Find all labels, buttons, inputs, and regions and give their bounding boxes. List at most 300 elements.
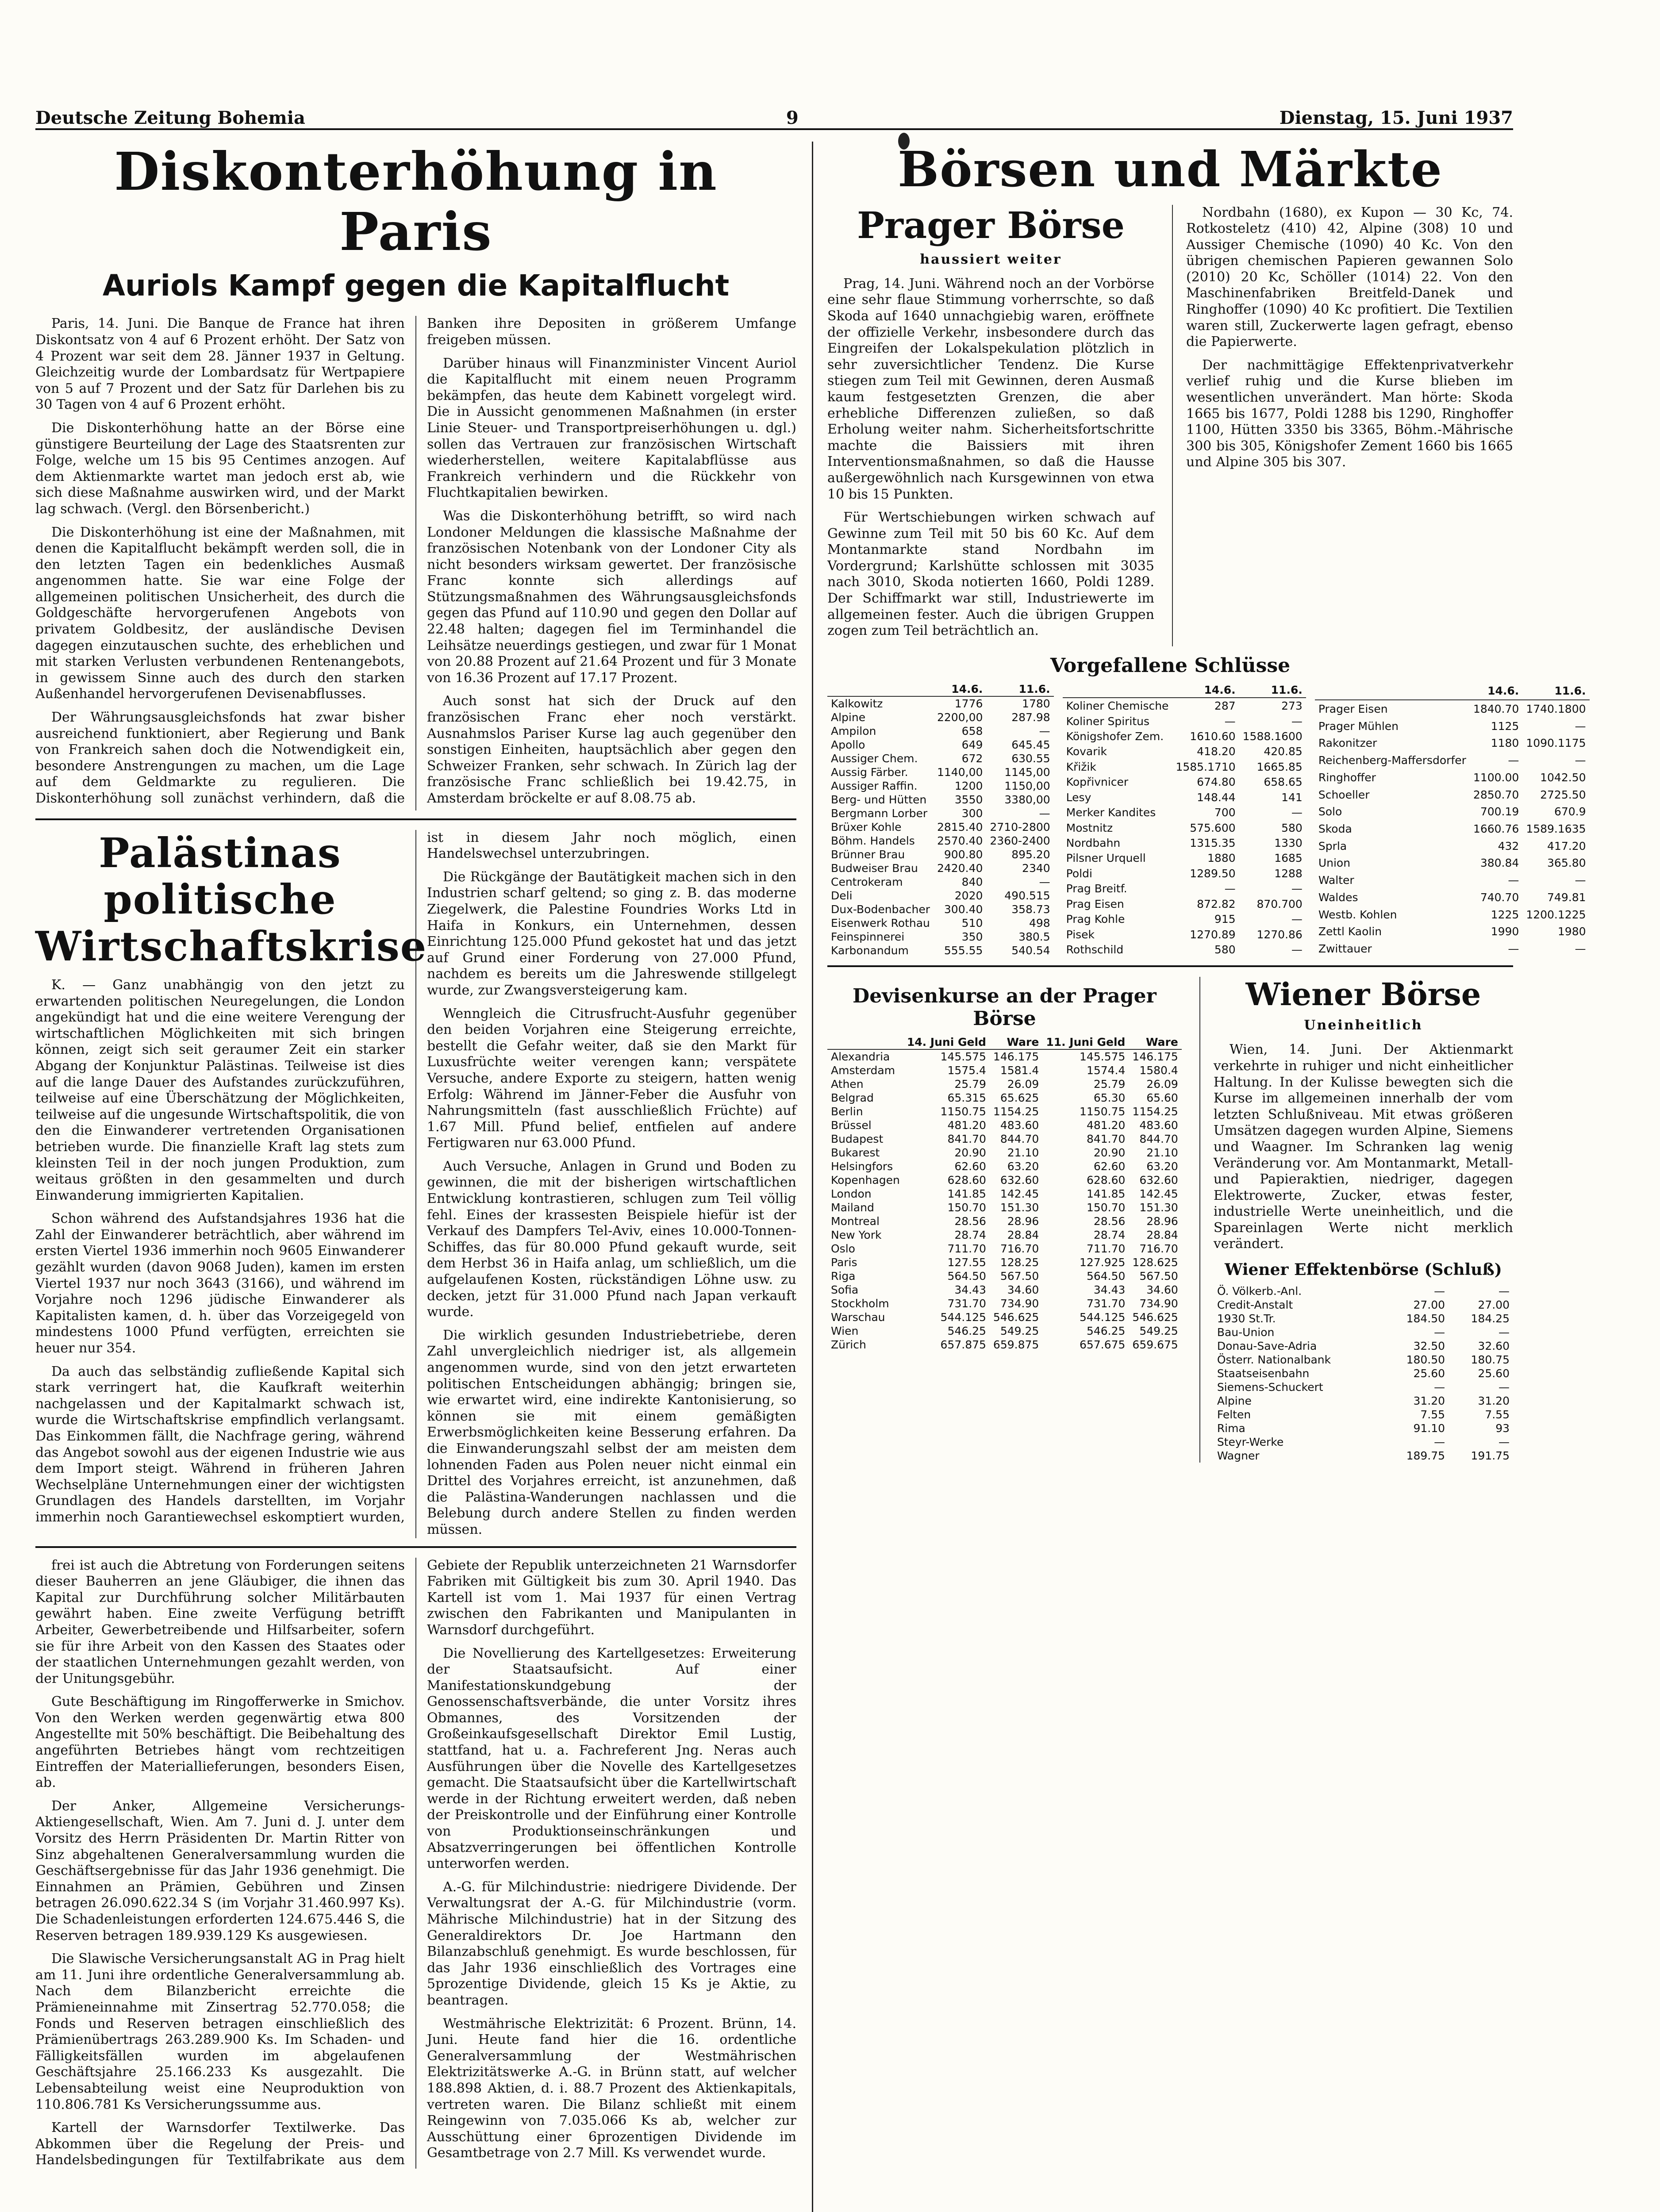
article-title: Palästinas politische Wirtschaftskrise <box>35 829 427 971</box>
table-cell: 749.81 <box>1547 891 1586 904</box>
table-cell: 28.96 <box>1007 1214 1039 1228</box>
table-cell: 711.70 <box>947 1242 986 1255</box>
table-cell: Budweiser Brau <box>831 861 918 875</box>
table-cell: 28.74 <box>1093 1228 1126 1241</box>
table-cell: 34.60 <box>1146 1283 1178 1296</box>
table-cell: Wien <box>831 1324 859 1337</box>
table-cell: 700.19 <box>1480 805 1519 818</box>
currency-row <box>827 1283 1182 1297</box>
table-cell: — <box>1508 754 1519 767</box>
table-cell: 844.70 <box>1000 1132 1039 1145</box>
table-cell: 65.30 <box>1093 1091 1126 1104</box>
table-cell: 180.50 <box>1406 1353 1445 1367</box>
table-cell: Felten <box>1217 1408 1251 1421</box>
table-cell: 380.84 <box>1480 856 1519 870</box>
table-cell: — <box>1039 875 1050 888</box>
table-cell: 141.85 <box>947 1187 986 1200</box>
stock-row <box>1063 820 1306 835</box>
column-header: 11.6. <box>1522 682 1589 700</box>
table-cell: Ö. Völkerb.-Anl. <box>1217 1285 1302 1298</box>
table-cell: 657.675 <box>1080 1338 1126 1351</box>
table-cell: 91.10 <box>1413 1422 1445 1435</box>
table-cell: Solo <box>1318 805 1342 818</box>
table-cell: 28.56 <box>1093 1214 1126 1228</box>
devisen-block <box>827 977 1182 1463</box>
table-cell: 632.60 <box>1000 1173 1039 1187</box>
column-header: Ware <box>1129 1035 1181 1049</box>
table-cell: Bukarest <box>831 1146 880 1159</box>
table-cell: 2815.40 <box>937 820 983 833</box>
table-cell: Eisenwerk Rothau <box>831 916 930 929</box>
table-cell: 1145,00 <box>1004 765 1050 779</box>
table-cell: — <box>1039 806 1050 820</box>
paragraph: Die Diskonterhöhung ist eine der Maßnahmen, mit denen die Kapitalflucht bekämpft werden soll, die in den letzten Tagen ein bedenkliches Ausmaß angenommen hatte. Sie war eine Folge der allgemeinen politischen Unsicherheit, des durch die Goldgeschäfte hervorgerufenen Angebots von privatem Goldbesitz, der ausländische Devisen dagegen einzutauschen suchte, des erheblichen und mit starken Verlusten verbundenen Rentenangebots, in gewissem Sinne auch des durch den starken Außenhandel hervorgerufenen Devisenabflusses. <box>35 524 405 702</box>
table-cell: 481.20 <box>1086 1118 1126 1132</box>
table-cell: 420.85 <box>1264 745 1303 758</box>
table-cell: 63.20 <box>1146 1160 1178 1173</box>
paragraph: Auch sonst hat sich der Druck auf den französischen Franc eher noch verstärkt. Ausnahmslos Pariser Kurse lag auch gegenüber den sonstigen Einheiten, hauptsächlich aber gegen den Schweizer Franken, sehr schwach. In Zürich lag der französische Franc schließlich bei 19.42.75, in Amsterdam bröckelte er auf 8.08.75 ab. <box>427 693 796 806</box>
table-cell: Belgrad <box>831 1091 874 1104</box>
stock-row <box>827 902 1054 916</box>
stock-row <box>827 806 1054 820</box>
table-cell: 3550 <box>954 793 983 806</box>
table-cell: Zürich <box>831 1338 866 1351</box>
table-cell: — <box>1575 942 1586 955</box>
devisen-table <box>827 1035 1182 1352</box>
stock-row <box>827 820 1054 834</box>
currency-row <box>827 1338 1182 1352</box>
table-cell: 93 <box>1495 1422 1510 1435</box>
column-header: 14.6. <box>1470 682 1522 700</box>
table-cell: Pisek <box>1066 928 1095 941</box>
table-cell: 870.700 <box>1257 897 1303 910</box>
table-cell: 7.55 <box>1420 1408 1445 1421</box>
column-rule <box>812 142 813 2212</box>
table-cell: 481.20 <box>947 1118 986 1132</box>
stock-row <box>827 834 1054 848</box>
table-cell: — <box>1499 1326 1510 1339</box>
table-cell: Helsingfors <box>831 1160 893 1173</box>
paragraph: Wenngleich die Citrusfrucht-Ausfuhr gegenüber den beiden Vorjahren eine Steigerung erreichte, bestellt die Gefahr weiter, daß sie den Markt für Luxusfrüchte weiter verengen kann; verspätete Versuche, andere Exporte zu steigern, hatten wenig Erfolg: Während im Jänner-Feber die Ausfuhr von Nahrungsmitteln (fast ausschließlich Früchte) auf 1.67 Mill. Pfund belief, entfielen auf andere Fertigwaren nur 63.000 Pfund. <box>427 1006 796 1151</box>
masthead <box>35 102 1513 130</box>
currency-row <box>827 1105 1182 1118</box>
table-cell: 62.60 <box>1093 1160 1126 1173</box>
table-cell: 872.82 <box>1197 897 1236 910</box>
table-cell: — <box>1499 1436 1510 1449</box>
stock-row <box>1063 790 1306 805</box>
newspaper-page <box>35 102 1586 2212</box>
table-cell: Budapest <box>831 1132 884 1145</box>
table-cell: — <box>1508 942 1519 955</box>
table-cell: 1575.4 <box>947 1064 986 1077</box>
paragraph: Die Slawische Versicherungsanstalt AG in Prag hielt am 11. Juni ihre ordentliche Generalversammlung ab. Nach dem Bilanzbericht erreichte die Prämieneinnahme mit Zinsertrag 52.770.058; die Fonds und Reserven betragen einschließlich des Prämienübertrags 263.289.900 Ks. Im Schaden- und Fälligkeitsfällen wurden im abgelaufenen Geschäftsjahre 25.166.233 Ks ausgezahlt. Die Lebensabteilung weist eine Neuproduktion von 110.806.781 Ks Versicherungssumme aus. <box>35 1951 405 2112</box>
table-cell: — <box>1575 874 1586 887</box>
table-cell: — <box>1508 874 1519 887</box>
table-cell: 148.44 <box>1197 791 1236 804</box>
currency-row <box>827 1146 1182 1160</box>
stock-row <box>1315 718 1590 735</box>
table-cell: 670.9 <box>1554 805 1586 818</box>
table-cell: Rakonitzer <box>1318 737 1377 750</box>
table-cell: 150.70 <box>1086 1201 1126 1214</box>
table-cell: 3380,00 <box>1004 793 1050 806</box>
table-cell: 546.625 <box>993 1310 1039 1324</box>
table-cell: 21.10 <box>1007 1146 1039 1159</box>
table-cell: 544.125 <box>940 1310 986 1324</box>
table-cell: 65.315 <box>947 1091 986 1104</box>
table-cell: 1980 <box>1557 925 1586 938</box>
table-cell: Koliner Chemische <box>1066 699 1169 713</box>
table-cell: 128.25 <box>1000 1256 1039 1269</box>
table-cell: 128.625 <box>1132 1256 1178 1269</box>
table-cell: Karbonandum <box>831 944 909 957</box>
table-cell: 145.575 <box>940 1050 986 1063</box>
divider <box>35 1546 796 1548</box>
table-cell: Křižik <box>1066 760 1096 773</box>
table-cell: Alpine <box>1217 1394 1252 1408</box>
table-cell: Prag Kohle <box>1066 913 1125 926</box>
stock-row <box>1315 769 1590 786</box>
stock-row <box>1063 759 1306 774</box>
table-cell: 146.175 <box>1132 1050 1178 1063</box>
table-cell: Prag Eisen <box>1066 897 1124 910</box>
table-cell: Rima <box>1217 1422 1245 1435</box>
stock-row <box>1315 872 1590 889</box>
table-cell: — <box>1224 882 1236 895</box>
column-header: 14.6. <box>1172 682 1239 698</box>
stock-row <box>1315 837 1590 855</box>
currency-row <box>827 1256 1182 1269</box>
table-cell: 1585.1710 <box>1176 760 1236 773</box>
currency-row <box>827 1201 1182 1214</box>
table-cell: — <box>1291 882 1303 895</box>
table-cell: Paris <box>831 1256 857 1269</box>
table-cell: Prag Breitf. <box>1066 882 1127 895</box>
table-cell: 25.79 <box>1093 1077 1126 1091</box>
devisen-title: Devisenkurse an der Prager Börse <box>853 984 1157 1030</box>
stock-row <box>1214 1367 1513 1380</box>
table-cell: Wagner <box>1217 1449 1260 1463</box>
table-cell: 1270.89 <box>1190 928 1236 941</box>
table-cell: 300.40 <box>944 902 983 916</box>
vienna-table <box>1214 1284 1513 1463</box>
stock-row <box>1315 700 1590 718</box>
table-cell: Zettl Kaolin <box>1318 925 1382 938</box>
table-cell: Pilsner Urquell <box>1066 852 1146 865</box>
column-header <box>1063 682 1172 698</box>
table-cell: 287.98 <box>1011 710 1050 724</box>
table-cell: 630.55 <box>1011 752 1050 765</box>
table-cell: Waldes <box>1318 891 1358 904</box>
stock-row <box>827 875 1054 889</box>
currency-row <box>827 1269 1182 1283</box>
table-cell: 189.75 <box>1406 1449 1445 1463</box>
table-cell: 151.30 <box>1139 1201 1178 1214</box>
paragraph: A.-G. für Milchindustrie: niedrigere Dividende. Der Verwaltungsrat der A.-G. für Milchindustrie (vorm. Mährische Milchindustrie) hat in der Sitzung des Generaldirektors Dr. Joe Hartmann den Bilanzabschluß genehmigt. Es wurde beschlossen, für das Jahr 1936 einschließlich des Vortrages eine 5prozentige Dividende, gleich 15 Ks je Aktie, zu beantragen. <box>427 1879 796 2008</box>
table-cell: 417.20 <box>1547 839 1586 853</box>
vienna-kicker: Uneinheitlich <box>1304 1018 1423 1033</box>
table-cell: 432 <box>1498 839 1519 853</box>
paragraph: Auch Versuche, Anlagen in Grund und Boden zu gewinnen, die mit der bisherigen wirtschaftlichen Entwicklung kontrastieren, schlugen zum Teil völlig fehl. Eines der krassesten Beispiele hiefür ist der Verkauf des Dampfers Tel-Aviv, eines 10.000-Tonnen-Schiffes, das für 80.000 Pfund gekauft wurde, seit dem Herbst 36 in Haifa anlag, um schließlich, um die aufgelaufenen Kosten, rückständigen Löhne usw. zu decken, jetzt für 31.000 Pfund nach Japan verkauft wurde. <box>427 1158 796 1320</box>
table-cell: 21.10 <box>1146 1146 1178 1159</box>
table-cell: Sofia <box>831 1283 859 1296</box>
currency-row <box>827 1297 1182 1310</box>
paragraph: frei ist auch die Abtretung von Forderungen seitens dieser Bauherren an jene Gläubiger, die ihnen das Kapital zur Durchführung solcher Militärbauten gewährt haben. Eine zweite Verfügung betrifft Arbeiter, Gewerbetreibende und Hilfsarbeiter, sofern sie für ihre Arbeit von den Kassen des Staates oder der staatlichen Unternehmungen gezahlt werden, von der Unitungsgebühr. <box>35 1557 405 1686</box>
table-cell: 27.00 <box>1478 1298 1510 1312</box>
stock-row <box>1214 1284 1513 1298</box>
table-cell: 1780 <box>1022 697 1050 710</box>
table-cell: — <box>1575 754 1586 767</box>
stock-row <box>1063 851 1306 866</box>
stock-row <box>1214 1380 1513 1394</box>
table-cell: Aussiger Raffin. <box>831 779 918 792</box>
nordbahn-report <box>1172 205 1513 646</box>
table-cell: 549.25 <box>1000 1324 1039 1337</box>
table-cell: 1100.00 <box>1473 771 1519 784</box>
masthead-date: Dienstag, 15. Juni 1937 <box>1279 108 1513 128</box>
table-cell: Steyr-Werke <box>1217 1436 1284 1449</box>
table-cell: — <box>1434 1326 1445 1339</box>
table-cell: Athen <box>831 1077 864 1091</box>
table-cell: 65.625 <box>1000 1091 1039 1104</box>
stock-row <box>1214 1353 1513 1367</box>
table-cell: 734.90 <box>1139 1297 1178 1310</box>
table-cell: 649 <box>961 738 983 751</box>
stock-row <box>827 930 1054 944</box>
paragraph: Der Anker, Allgemeine Versicherungs-Aktiengesellschaft, Wien. Am 7. Juni d. J. unter dem Vorsitz des Herrn Präsidenten Dr. Martin Ritter von Sinz abgehaltenen Generalversammlung wurden die Geschäftsergebnisse für das Jahr 1936 genehmigt. Die Einnahmen an Prämien, Gebühren und Zinsen betragen 26.090.622.34 S (im Vorjahr 31.460.997 Ks). Die Schadenleistungen erforderten 124.675.446 S, die Reserven betragen 189.939.129 Ks ausgewiesen. <box>35 1798 405 1943</box>
currency-row <box>827 1173 1182 1187</box>
table-cell: Berg- und Hütten <box>831 793 927 806</box>
table-cell: 549.25 <box>1139 1324 1178 1337</box>
stock-row <box>827 793 1054 806</box>
table-cell: 2570.40 <box>937 834 983 847</box>
stock-row <box>1063 866 1306 881</box>
table-cell: 580 <box>1214 943 1236 956</box>
right-half <box>827 141 1586 2212</box>
table-cell: Zwittauer <box>1318 942 1372 955</box>
table-cell: New York <box>831 1228 882 1241</box>
table-cell: 184.25 <box>1471 1312 1510 1325</box>
table-cell: 20.90 <box>1093 1146 1126 1159</box>
stock-row <box>1063 714 1306 729</box>
table-cell: — <box>1291 714 1303 728</box>
paragraph: Wien, 14. Juni. Der Aktienmarkt verkehrte in ruhiger und nicht einheitlicher Haltung. In der Kulisse bewegten sich die Kurse im allgemeinen innerhalb der vom letzten Schlußniveau. Mit etwas größeren Umsätzen dagegen wurden Alpine, Siemens und Waagner. Im Schranken lag wenig Veränderung vor. Am Montanmarkt, Metall- und Papieraktien, niedriger, dagegen Elektrowerte, Zucker, etwas fester, industrielle Werte uneinheitlich, und die Spareinlagen Werte nicht merklich verändert. <box>1213 1042 1513 1252</box>
prague-kicker: haussiert weiter <box>920 251 1062 267</box>
masthead-title: Deutsche Zeitung Bohemia <box>35 108 305 128</box>
stock-row <box>1214 1408 1513 1421</box>
table-cell: 34.60 <box>1007 1283 1039 1296</box>
stocks-tables <box>827 682 1586 957</box>
table-cell: Koliner Spiritus <box>1066 714 1150 728</box>
table-cell: 28.84 <box>1146 1228 1178 1241</box>
table-cell: 1740.1800 <box>1526 702 1586 715</box>
table-cell: 1225 <box>1491 908 1519 921</box>
table-cell: 28.84 <box>1007 1228 1039 1241</box>
currency-row <box>827 1118 1182 1132</box>
stock-row <box>1063 881 1306 896</box>
table-cell: Lesy <box>1066 791 1091 804</box>
stocks-table-right <box>1315 682 1590 957</box>
article-wirtschaftsnachrichten <box>35 1558 796 2169</box>
table-cell: 628.60 <box>947 1173 986 1187</box>
paragraph: Was die Diskonterhöhung betrifft, so wird nach Londoner Meldungen die klassische Maßnahme der französischen Notenbank von der Londoner City als nicht besonders wirksam gewertet. Der französische Franc konnte sich allerdings auf Stützungsmaßnahmen des Währungsausgleichsfonds gegen das Pfund auf 110.90 und gegen den Dollar auf 22.48 halten; dagegen fiel im Terminhandel die Leihsätze neuerdings gestiegen, und zwar für 1 Monat von 20.88 Prozent auf 21.64 Prozent und für 3 Monate von 16.36 Prozent auf 17.17 Prozent. <box>427 508 796 686</box>
prague-title: Prager Börse <box>857 204 1125 247</box>
table-cell: 1150.75 <box>1080 1105 1126 1118</box>
table-cell: 716.70 <box>1139 1242 1178 1255</box>
table-cell: 900.80 <box>944 848 983 861</box>
stock-row <box>1214 1394 1513 1408</box>
column-header <box>1315 682 1470 700</box>
table-cell: 734.90 <box>1000 1297 1039 1310</box>
table-cell: 1288 <box>1274 867 1303 880</box>
table-cell: 1990 <box>1491 925 1519 938</box>
table-cell: 731.70 <box>947 1297 986 1310</box>
table-cell: 380.5 <box>1018 930 1050 943</box>
table-cell: Brünner Brau <box>831 848 905 861</box>
stocks-table-mid <box>1063 682 1306 957</box>
table-cell: 28.96 <box>1146 1214 1178 1228</box>
table-cell: 32.60 <box>1478 1340 1510 1353</box>
prague-block <box>827 205 1513 646</box>
table-cell: — <box>1291 943 1303 956</box>
table-cell: 483.60 <box>1139 1118 1178 1132</box>
paragraph: Der Währungsausgleichsfonds hat zwar bisher ausreichend funktioniert, aber Regierung und Bank von Frankreich sahen doch die Notwendigkeit ein, besondere Anstrengungen zu machen, um die Lage auf dem Geldmarkte zu regulieren. Die Diskonterhöhung soll zunächst verhindern, daß die Banken ihre Depositen in größerem Umfange freigeben müssen. <box>35 316 796 806</box>
column-header: 11.6. <box>986 682 1053 696</box>
stock-row <box>827 696 1054 710</box>
table-cell: 544.125 <box>1080 1310 1126 1324</box>
table-cell: 564.50 <box>1086 1269 1126 1283</box>
table-cell: 1154.25 <box>993 1105 1039 1118</box>
article-title: Diskonterhöhung in Paris <box>114 141 718 262</box>
article-diskonterhoehung <box>35 142 796 810</box>
table-cell: 1588.1600 <box>1242 730 1303 743</box>
stock-row <box>827 861 1054 875</box>
table-cell: 191.75 <box>1471 1449 1510 1463</box>
table-cell: 34.43 <box>1093 1283 1126 1296</box>
table-cell: 483.60 <box>1000 1118 1039 1132</box>
stock-row <box>1315 889 1590 906</box>
table-cell: 25.60 <box>1478 1367 1510 1380</box>
table-cell: 895.20 <box>1011 848 1050 861</box>
table-cell: 28.56 <box>954 1214 986 1228</box>
stock-row <box>1315 855 1590 872</box>
table-cell: 2710-2800 <box>990 820 1050 833</box>
table-cell: 628.60 <box>1086 1173 1126 1187</box>
paragraph: Nordbahn (1680), ex Kupon — 30 Kc, 74. Rotkosteletz (410) 42, Alpine (308) 10 und Aussiger Chemische (1090) 40 Kc. Von den übrigen chemischen Papieren gewannen Solo (2010) 20 Kc, Schöller (1014) 22. Von den Maschinenfabriken Breitfeld-Danek und Ringhoffer (1090) 40 Kc profitiert. Die Textilien waren still, Zuckerwerte lagen gefragt, ebenso die Papierwerte. <box>1186 204 1513 350</box>
table-cell: 2340 <box>1022 861 1050 875</box>
table-cell: Brüssel <box>831 1118 872 1132</box>
table-cell: 145.575 <box>1080 1050 1126 1063</box>
table-cell: Staatseisenbahn <box>1217 1367 1310 1380</box>
table-cell: 540.54 <box>1011 944 1050 957</box>
paragraph: Der nachmittägige Effektenprivatverkehr verlief ruhig und die Kurse blieben im wesentlichen unverändert. Man hörte: Skoda 1665 bis 1677, Poldi 1288 bis 1290, Ringhoffer 1100, Hütten 3350 bis 3365, Böhm.-Mährische 300 bis 305, Königshofer Zement 1660 bis 1665 und Alpine 305 bis 307. <box>1186 357 1513 470</box>
stock-row <box>827 944 1054 957</box>
stock-row <box>1214 1312 1513 1325</box>
left-half <box>35 142 796 2212</box>
stock-row <box>1063 942 1306 957</box>
paragraph: Paris, 14. Juni. Die Banque de France hat ihren Diskontsatz von 4 auf 6 Prozent erhöht. Der Satz von 4 Prozent war seit dem 28. Jänner 1937 in Geltung. Gleichzeitig wurde der Lombardsatz für Wertpapiere von 5 auf 7 Prozent und der Satz für Darlehen bis zu 30 Tagen von 4 auf 6 Prozent erhöht. <box>35 316 405 413</box>
table-cell: Kopenhagen <box>831 1173 900 1187</box>
table-cell: 2420.40 <box>937 861 983 875</box>
table-cell: 31.20 <box>1413 1394 1445 1408</box>
table-cell: 1200.1225 <box>1526 908 1586 921</box>
lower-markets <box>827 977 1513 1463</box>
table-cell: Centrokeram <box>831 875 903 888</box>
table-cell: 555.55 <box>944 944 983 957</box>
table-cell: 28.74 <box>954 1228 986 1241</box>
divider <box>827 965 1513 967</box>
table-cell: Königshofer Zem. <box>1066 730 1164 743</box>
table-cell: 2725.50 <box>1540 788 1586 801</box>
table-cell: Credit-Anstalt <box>1217 1298 1293 1312</box>
table-cell: London <box>831 1187 872 1200</box>
table-cell: 498 <box>1029 916 1050 929</box>
table-cell: Amsterdam <box>831 1064 895 1077</box>
table-cell: Oslo <box>831 1242 855 1255</box>
table-cell: Aussig Färber. <box>831 765 908 779</box>
stock-row <box>1315 786 1590 803</box>
table-cell: 146.175 <box>993 1050 1039 1063</box>
table-cell: 1330 <box>1274 837 1303 849</box>
table-cell: 1140,00 <box>937 765 983 779</box>
table-cell: — <box>1575 719 1586 733</box>
stock-row <box>827 916 1054 930</box>
table-cell: 1610.60 <box>1190 730 1236 743</box>
table-cell: 659.875 <box>993 1338 1039 1351</box>
table-cell: 2850.70 <box>1473 788 1519 801</box>
table-cell: 418.20 <box>1197 745 1236 758</box>
currency-row <box>827 1228 1182 1242</box>
table-cell: 1665.85 <box>1257 760 1303 773</box>
table-cell: 546.625 <box>1132 1310 1178 1324</box>
table-cell: — <box>1499 1285 1510 1298</box>
stock-row <box>1063 698 1306 714</box>
table-cell: Böhm. Handels <box>831 834 915 847</box>
table-cell: 127.925 <box>1080 1256 1126 1269</box>
table-cell: 1776 <box>954 697 983 710</box>
paragraph: Westmährische Elektrizität: 6 Prozent. Brünn, 14. Juni. Heute fand hier die 16. ordentliche Generalversammlung der Westmährischen Elektrizitätswerke A.-G. in Brünn statt, auf welcher 188.898 Aktien, d. i. 88.7 Prozent des Aktienkapitals, vertreten waren. Die Bilanz schließt mit einem Reingewinn von 7.035.066 Ks ab, welcher zur Ausschüttung einer 6prozentigen Dividende im Gesamtbetrage von 2.7 Mill. Ks verwendet wurde. <box>427 2016 796 2161</box>
paragraph: Darüber hinaus will Finanzminister Vincent Auriol die Kapitalflucht mit einem neuen Programm bekämpfen, das heute dem Kabinett vorgelegt wird. Die in Aussicht genommenen Maßnahmen (in erster Linie Steuer- und Transportpreiserhöhungen u. dgl.) sollen das Vertrauen zur französischen Wirtschaft wiederherstellen, weitere Kapitalabflüsse aus Frankreich verhindern und die Rückkehr von Fluchtkapitalien bewirken. <box>427 355 796 501</box>
table-cell: — <box>1434 1436 1445 1449</box>
stock-row <box>1315 734 1590 752</box>
table-cell: 1589.1635 <box>1526 822 1586 835</box>
stock-row <box>827 724 1054 738</box>
table-cell: 34.43 <box>954 1283 986 1296</box>
stock-row <box>827 889 1054 902</box>
table-cell: — <box>1291 913 1303 926</box>
table-cell: Union <box>1318 856 1351 870</box>
table-header <box>1315 682 1590 700</box>
column-header <box>827 1035 903 1049</box>
table-cell: 358.73 <box>1011 902 1050 916</box>
table-cell: 365.80 <box>1547 856 1586 870</box>
paragraph: K. — Ganz unabhängig von den jetzt zu erwartenden politischen Neuregelungen, die London angekündigt hat und die eine weitere Verengung der wirtschaftlichen Möglichkeiten mit sich bringen können, zeigt sich seit geraumer Zeit ein starker Abgang der Konjunktur Palästinas. Teilweise ist dies auf die lange Dauer des Aufstandes zurückzuführen, teilweise auf eine Überschätzung der Möglichkeiten, teilweise auf die ungesunde Wirtschaftspolitik, die von den die Einwanderer vertretenden Organisationen betrieben wurde. Die finanzielle Kraft lag stets zum kleinsten Teil in der noch jungen Produktion, zum weitaus größten in den gesammelten und durch Einwanderung immigrierten Kapitalien. <box>35 977 405 1203</box>
table-cell: Mostnitz <box>1066 821 1113 834</box>
table-cell: 1090.1175 <box>1526 737 1586 750</box>
table-cell: 1660.76 <box>1473 822 1519 835</box>
stock-row <box>1063 835 1306 850</box>
article-body <box>35 1558 796 2169</box>
currency-row <box>827 1187 1182 1201</box>
table-cell: Alexandria <box>831 1050 890 1063</box>
table-cell: 711.70 <box>1086 1242 1126 1255</box>
table-header <box>827 682 1054 696</box>
table-cell: 672 <box>961 752 983 765</box>
table-cell: Feinspinnerei <box>831 930 905 943</box>
table-cell: Dux-Bodenbacher <box>831 902 930 916</box>
currency-row <box>827 1310 1182 1324</box>
table-cell: 300 <box>961 806 983 820</box>
